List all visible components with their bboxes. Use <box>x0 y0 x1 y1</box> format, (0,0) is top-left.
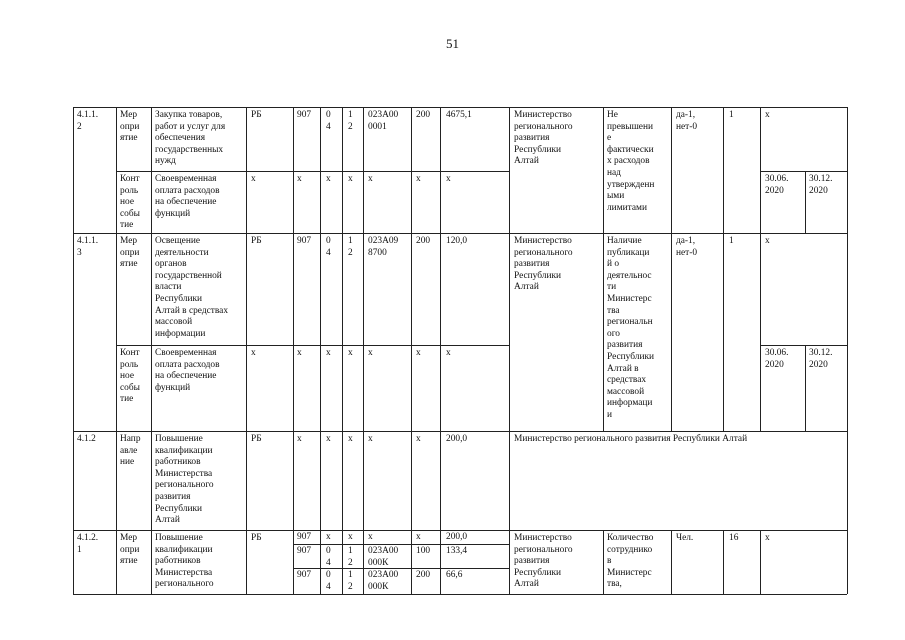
kbk-pr: 1 2 <box>348 546 353 568</box>
kbk-csr: 023А00 0001 <box>368 110 399 132</box>
cell-x: х <box>326 174 331 184</box>
kbk-csr: 023А00 000К <box>368 570 399 592</box>
kbk-grbs: 907 <box>297 546 312 556</box>
kbk-pr: 1 2 <box>348 110 353 132</box>
funding-source: РБ <box>251 434 262 444</box>
grid-line <box>363 431 364 530</box>
grid-line <box>342 530 343 594</box>
row-type: Мер опри ятие <box>120 236 140 270</box>
row-name: Освещение деятельности органов государственной власти Республики Алтай в средствах массовой информации <box>155 236 229 339</box>
kbk-rz: 0 4 <box>326 236 331 258</box>
indicator: Не превышени е фактически х расходов над утвержденн ыми лимитами <box>607 110 655 213</box>
event-name: Своевременная оплата расходов на обеспечение функций <box>155 348 220 393</box>
grid-line <box>320 530 321 594</box>
kbk-pr: 1 2 <box>348 236 353 258</box>
kbk-grbs: 907 <box>297 532 312 542</box>
row-code: 4.1.2 <box>77 434 96 444</box>
date-start: 30.06. 2020 <box>765 174 789 196</box>
grid-line <box>73 594 847 595</box>
funding-source: РБ <box>251 110 262 120</box>
grid-line <box>73 107 847 108</box>
grid-line <box>509 530 510 594</box>
cell-x: х <box>297 174 302 184</box>
kbk-csr: х <box>368 532 373 542</box>
kbk-pr: х <box>348 532 353 542</box>
grid-line <box>805 345 806 431</box>
grid-line <box>603 107 604 431</box>
amount: 66,6 <box>446 570 463 580</box>
kbk-rz: 0 4 <box>326 570 331 592</box>
cell-x: х <box>368 434 373 444</box>
grid-line <box>293 544 509 545</box>
row-type: Мер опри ятие <box>120 110 140 144</box>
kbk-vr: 100 <box>416 546 431 556</box>
grid-line <box>342 107 343 431</box>
target-value: 16 <box>729 533 739 543</box>
grid-line <box>847 107 848 594</box>
event-type: Конт роль ное собы тие <box>120 348 140 405</box>
grid-line <box>116 107 117 594</box>
unit: да-1, нет-0 <box>676 236 698 258</box>
grid-line <box>760 107 761 431</box>
event-name: Своевременная оплата расходов на обеспечение функций <box>155 174 220 219</box>
kbk-vr: 200 <box>416 110 431 120</box>
term: х <box>765 533 770 543</box>
row-code: 4.1.1. 2 <box>77 110 99 132</box>
grid-line <box>603 530 604 594</box>
grid-line <box>723 530 724 594</box>
grid-line <box>73 431 847 432</box>
grid-line <box>73 233 847 234</box>
cell-x: х <box>368 174 373 184</box>
date-start: 30.06. 2020 <box>765 348 789 370</box>
term: х <box>765 236 770 246</box>
unit: да-1, нет-0 <box>676 110 698 132</box>
cell-x: х <box>251 348 256 358</box>
grid-line <box>723 107 724 431</box>
row-code: 4.1.1. 3 <box>77 236 99 258</box>
grid-line <box>509 431 510 530</box>
row-name: Повышение квалификации работников Министерства регионального развития Республики Алтай <box>155 434 214 526</box>
cell-x: х <box>416 434 421 444</box>
date-end: 30.12. 2020 <box>809 348 833 370</box>
grid-line <box>116 345 509 346</box>
funding-source: РБ <box>251 533 262 543</box>
row-type: Напр авле ние <box>120 434 141 468</box>
grid-line <box>509 107 510 431</box>
grid-line <box>151 107 152 594</box>
grid-line <box>440 530 441 594</box>
grid-line <box>440 107 441 431</box>
grid-line <box>293 431 294 530</box>
grid-line <box>342 431 343 530</box>
kbk-grbs: 907 <box>297 570 312 580</box>
grid-line <box>760 345 847 346</box>
row-name: Повышение квалификации работников Министерства регионального <box>155 533 214 590</box>
cell-x: х <box>326 348 331 358</box>
grid-line <box>760 171 847 172</box>
grid-line <box>671 107 672 431</box>
amount: 200,0 <box>446 434 468 444</box>
grid-line <box>293 107 294 431</box>
kbk-csr: 023А00 000К <box>368 546 399 568</box>
grid-line <box>760 530 761 594</box>
amount: 4675,1 <box>446 110 472 120</box>
executor: Министерство регионального развития Республики Алтай <box>514 110 573 167</box>
amount: 133,4 <box>446 546 468 556</box>
kbk-vr: 200 <box>416 570 431 580</box>
grid-line <box>116 171 509 172</box>
grid-line <box>73 107 74 594</box>
grid-line <box>363 530 364 594</box>
term: х <box>765 110 770 120</box>
cell-x: х <box>251 174 256 184</box>
cell-x: х <box>348 434 353 444</box>
grid-line <box>73 530 847 531</box>
grid-line <box>320 107 321 431</box>
funding-source: РБ <box>251 236 262 246</box>
cell-x: х <box>416 348 421 358</box>
grid-line <box>411 431 412 530</box>
grid-line <box>805 171 806 233</box>
kbk-grbs: 907 <box>297 236 312 246</box>
cell-x: х <box>348 174 353 184</box>
row-name: Закупка товаров, работ и услуг для обеспечения государственных нужд <box>155 110 226 167</box>
grid-line <box>293 530 294 594</box>
grid-line <box>440 431 441 530</box>
kbk-rz: 0 4 <box>326 546 331 568</box>
kbk-grbs: 907 <box>297 110 312 120</box>
grid-line <box>363 107 364 431</box>
row-code: 4.1.2. 1 <box>77 533 99 555</box>
cell-x: х <box>297 348 302 358</box>
kbk-csr: 023А09 8700 <box>368 236 399 258</box>
indicator: Наличие публикаци й о деятельнос ти Министерс тва региональн ого развития Республики Алтай в средствах массовой информаци и <box>607 236 655 420</box>
unit: Чел. <box>676 533 694 543</box>
kbk-pr: 1 2 <box>348 570 353 592</box>
cell-x: х <box>297 434 302 444</box>
event-type: Конт роль ное собы тие <box>120 174 140 231</box>
grid-line <box>671 530 672 594</box>
date-end: 30.12. 2020 <box>809 174 833 196</box>
grid-line <box>411 107 412 431</box>
page-number: 51 <box>446 36 459 51</box>
cell-x: х <box>446 348 451 358</box>
kbk-rz: 0 4 <box>326 110 331 132</box>
cell-x: х <box>368 348 373 358</box>
kbk-vr: х <box>416 532 421 542</box>
cell-x: х <box>446 174 451 184</box>
executor-full: Министерство регионального развития Республики Алтай <box>514 434 748 444</box>
amount: 120,0 <box>446 236 468 246</box>
kbk-vr: 200 <box>416 236 431 246</box>
cell-x: х <box>326 434 331 444</box>
grid-line <box>320 431 321 530</box>
grid-line <box>411 530 412 594</box>
cell-x: х <box>348 348 353 358</box>
executor: Министерство регионального развития Республики Алтай <box>514 236 573 293</box>
cell-x: х <box>416 174 421 184</box>
kbk-rz: х <box>326 532 331 542</box>
target-value: 1 <box>729 110 734 120</box>
target-value: 1 <box>729 236 734 246</box>
grid-line <box>246 107 247 594</box>
row-type: Мер опри ятие <box>120 533 140 567</box>
amount: 200,0 <box>446 532 468 542</box>
executor: Министерство регионального развития Республики Алтай <box>514 533 573 590</box>
indicator: Количество сотруднико в Министерс тва, <box>607 533 654 590</box>
